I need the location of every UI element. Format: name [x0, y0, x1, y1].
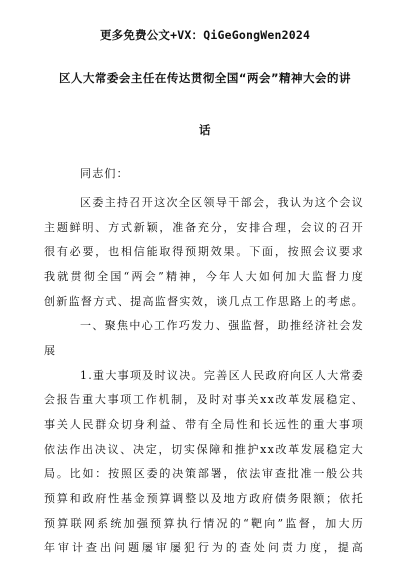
body-line: 预算联网系统加强预算执行情况的“靶向”监督，加大历: [44, 517, 364, 530]
salutation: 同志们：: [80, 167, 129, 180]
body-line: 年审计查出问题屡审屡犯行为的查处问责力度，提高: [44, 541, 364, 554]
body-line: 局。比如：按照区委的决策部署，依法审查批准一般公共: [44, 467, 364, 480]
document-title-line-2: 话: [199, 123, 211, 137]
body-line: 很有必要，也相信能取得预期效果。下面，按照会议要求: [44, 245, 364, 258]
body-line: 主题鲜明、方式新颖，准备充分，安排合理，会议的召开: [44, 221, 364, 234]
section-heading-line: 展: [44, 344, 57, 357]
document-title-line-1: 区人大常委会主任在传达贯彻全国“两会”精神大会的讲: [58, 71, 352, 85]
body-line: 我就贯彻全国“两会”精神，今年人大如何加大监督力度: [44, 270, 364, 283]
section-heading-line: 一、聚焦中心工作巧发力、强监督，助推经济社会发: [80, 319, 364, 332]
body-line: 创新监督方式、提高监督实效，谈几点工作思路上的考虑。: [44, 295, 364, 308]
body-line: 预算和政府性基金预算调整以及地方政府债务限额；依托: [44, 492, 364, 505]
body-line: 事关人民群众切身利益、带有全局性和长远性的重大事项: [44, 418, 364, 431]
body-line: 会报告重大事项工作机制，及时对事关xx改革发展稳定、: [44, 393, 364, 406]
body-line: 依法作出决议、决定，切实保障和推护xx改革发展稳定大: [44, 443, 364, 456]
body-line: 区委主持召开这次全区领导干部会，我认为这个会议: [80, 196, 364, 209]
body-line: 1.重大事项及时议决。完善区人民政府向区人大常委: [80, 369, 364, 382]
header-note: 更多免费公文+VX：QiGeGongWen2024: [99, 28, 311, 42]
